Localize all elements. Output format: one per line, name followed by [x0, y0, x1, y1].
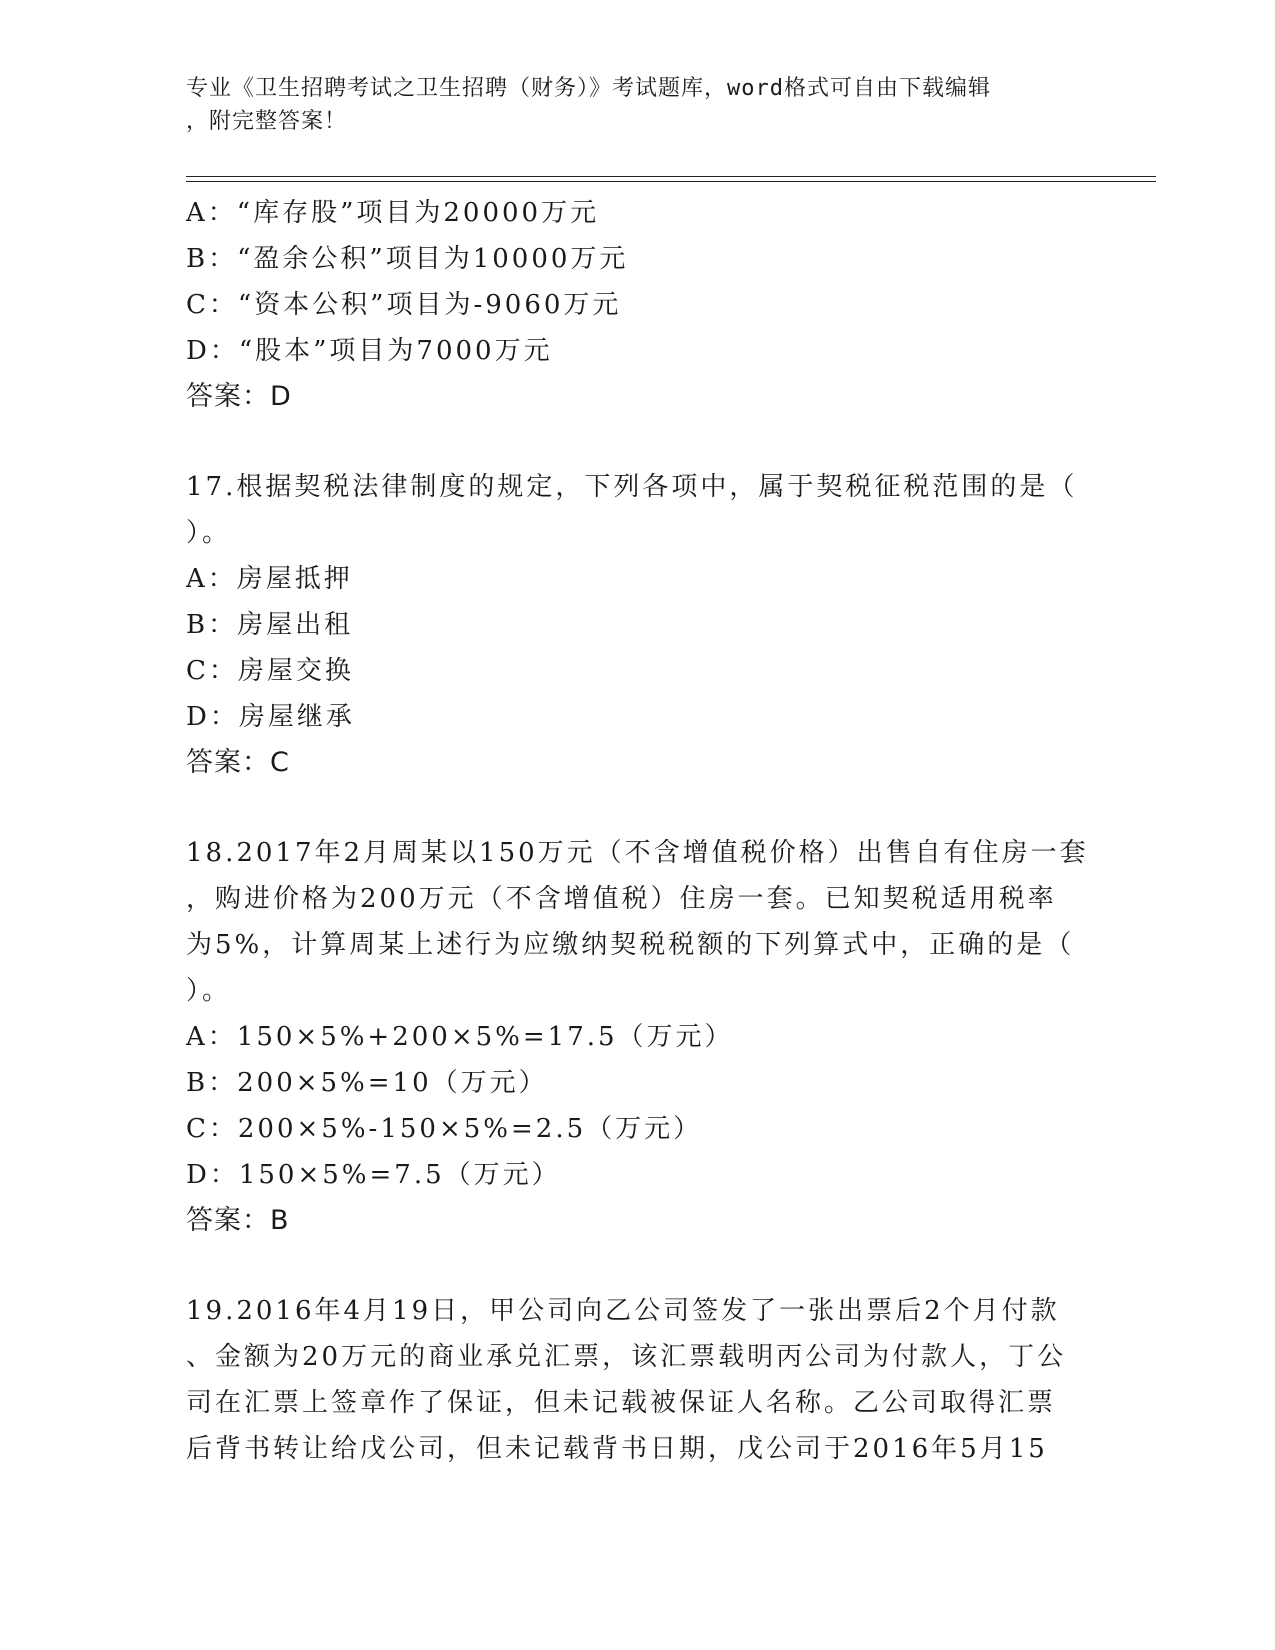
option-c: C：“资本公积”项目为-9060万元: [186, 290, 622, 320]
question-text-line: ）。: [186, 976, 232, 1006]
question-text-line: 17.根据契税法律制度的规定，下列各项中，属于契税征税范围的是（: [186, 472, 1078, 502]
header-divider-top: [186, 176, 1156, 177]
option-a: A：房屋抵押: [186, 564, 353, 594]
option-c: C：200×5%-150×5%=2.5（万元）: [186, 1114, 703, 1144]
header-divider-bottom: [186, 181, 1156, 182]
question-text-line: 后背书转让给戊公司，但未记载背书日期，戊公司于2016年5月15: [186, 1434, 1048, 1464]
header-line-2: ，附完整答案！: [186, 109, 348, 134]
option-b: B：200×5%=10（万元）: [186, 1068, 548, 1098]
option-a: A：150×5%+200×5%=17.5（万元）: [186, 1022, 734, 1052]
question-text-line: 司在汇票上签章作了保证，但未记载被保证人名称。乙公司取得汇票: [186, 1388, 1057, 1418]
option-a: A：“库存股”项目为20000万元: [186, 198, 600, 228]
question-text-line: 、金额为20万元的商业承兑汇票，该汇票载明丙公司为付款人，丁公: [186, 1342, 1067, 1372]
answer-18: 答案：B: [186, 1205, 290, 1236]
document-header: [186, 72, 1086, 138]
question-text-line: ，购进价格为200万元（不含增值税）住房一套。已知契税适用税率: [186, 884, 1057, 914]
option-d: D：150×5%=7.5（万元）: [186, 1160, 561, 1190]
question-text-line: 为5%，计算周某上述行为应缴纳契税税额的下列算式中，正确的是（: [186, 930, 1075, 960]
option-b: B：“盈余公积”项目为10000万元: [186, 244, 629, 274]
header-line-1: 专业《卫生招聘考试之卫生招聘（财务）》考试题库，word格式可自由下载编辑: [186, 76, 991, 101]
option-c: C：房屋交换: [186, 656, 354, 686]
option-b: B：房屋出租: [186, 610, 354, 640]
prev-question-options: [186, 190, 1086, 374]
question-text-line: ）。: [186, 518, 232, 548]
question-19: [186, 1288, 1086, 1472]
option-d: D：“股本”项目为7000万元: [186, 336, 553, 366]
question-18: [186, 830, 1089, 1244]
prev-answer: 答案：D: [186, 381, 292, 412]
question-text-line: 18.2017年2月周某以150万元（不含增值税价格）出售自有住房一套: [186, 838, 1089, 868]
question-17: [186, 464, 1086, 786]
option-d: D：房屋继承: [186, 702, 355, 732]
question-text-line: 19.2016年4月19日，甲公司向乙公司签发了一张出票后2个月付款: [186, 1296, 1060, 1326]
question-content: [186, 190, 1089, 1472]
answer-17: 答案：C: [186, 747, 290, 778]
